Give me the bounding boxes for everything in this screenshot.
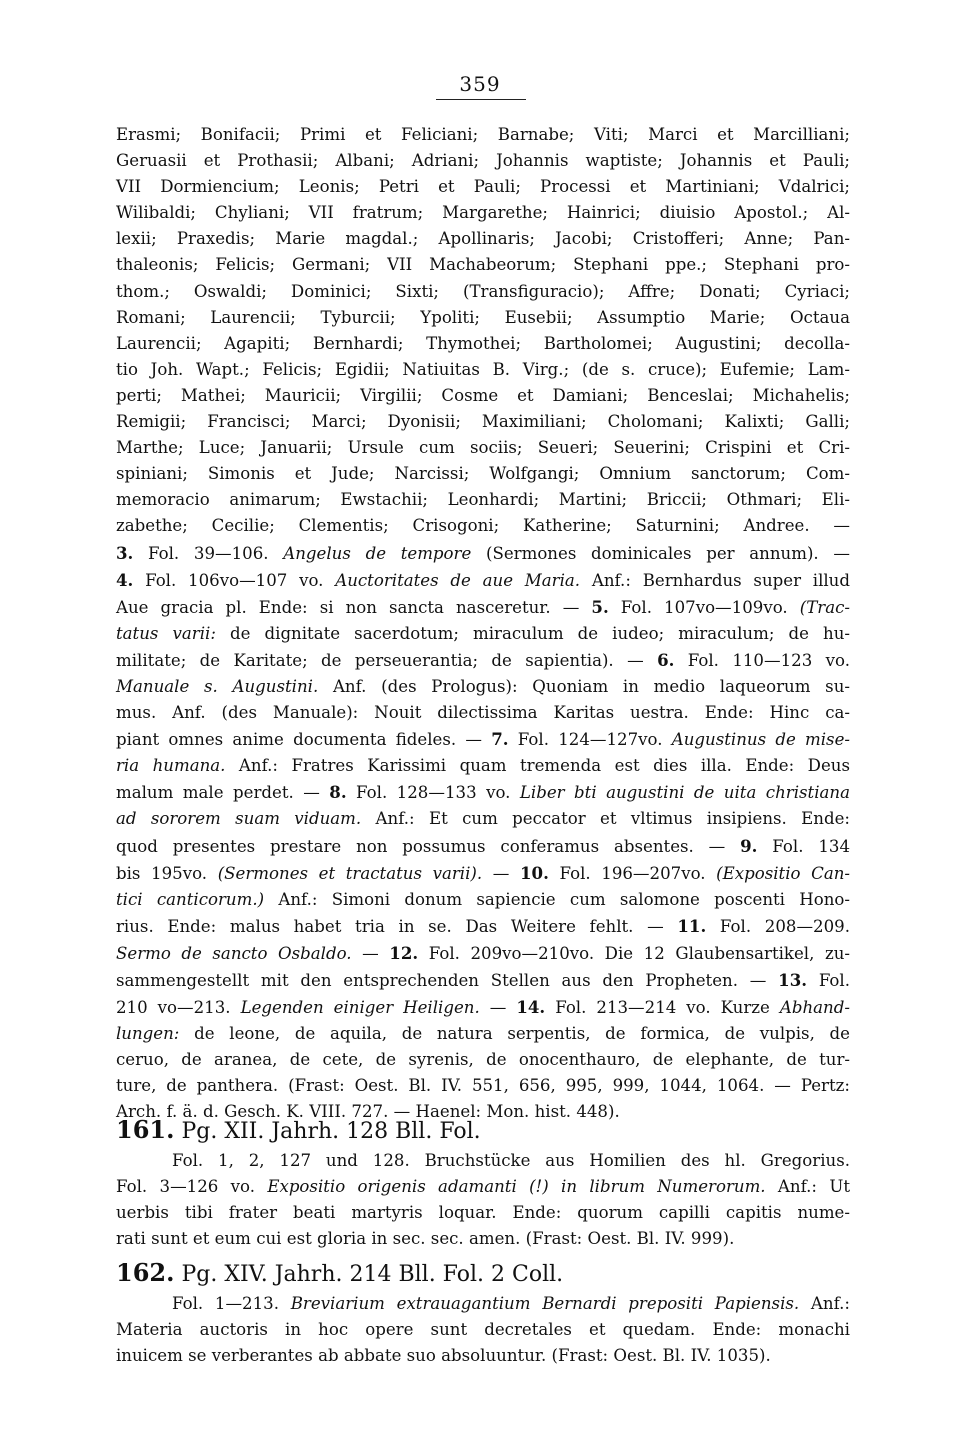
text-run: Fol. 107vo—109vo. — [608, 597, 800, 617]
text-run: malum male perdet. — — [116, 783, 330, 803]
text-line — [116, 647, 850, 674]
item-number: 8. — [329, 782, 347, 803]
text-line — [116, 779, 850, 806]
text-line: memoracio animarum; Ewstachii; Leonhardi; Martini; Briccii; Othmari; Eli- — [116, 490, 850, 510]
text-line — [116, 1174, 850, 1200]
text-line: Remigii; Francisci; Marci; Dyonisii; Maximiliani; Cholomani; Kalixti; Galli; — [116, 412, 850, 432]
item-number: 5. — [591, 596, 609, 617]
text-line: Romani; Laurencii; Tyburcii; Ypoliti; Eusebii; Assumptio Marie; Octaua — [116, 307, 850, 327]
item-title: ad sororem suam viduam. — [116, 809, 362, 829]
text-line: VII Dormiencium; Leonis; Petri et Pauli; Processi et Martiniani; Vdalrici; — [116, 177, 850, 197]
text-line — [116, 753, 850, 779]
item-title: Auctoritates de aue Maria. — [335, 570, 581, 590]
text-line: spiniani; Simonis et Jude; Narcissi; Wolfgangi; Omnium sanctorum; Com- — [116, 464, 850, 484]
text-run: de dignitate sacerdotum; miraculum de iudeo; miraculum; de hu- — [215, 623, 850, 643]
item-title: Liber bti augustini de uita christiana — [519, 783, 850, 803]
entry-162-heading — [116, 1259, 850, 1289]
text-line — [116, 1021, 850, 1047]
continuation-text — [116, 122, 850, 1126]
item-title: Abhand- — [779, 998, 850, 1018]
text-run: Fol. 209vo—210vo. Die 12 Glaubensartikel, zu- — [418, 943, 850, 963]
text-run: Arch. f. ä. d. Gesch. K. VIII. 727. — Haenel: Mon. hist. 448). — [116, 1102, 620, 1122]
item-title: tici canticorum.) — [116, 889, 265, 909]
text-run: bis 195vo. — [116, 863, 218, 883]
text-run: quod presentes prestare non possumus conferamus absentes. — — [116, 836, 741, 856]
entry-162-body — [116, 1291, 850, 1369]
text-run: Fol. 39—106. — [133, 543, 284, 563]
text-run: Fol. 124—127vo. — [508, 730, 672, 750]
text-run: — — [351, 943, 390, 963]
entry-161-body — [116, 1148, 850, 1252]
text-run: Fol. 208—209. — [706, 916, 850, 936]
text-run: Fol. 213—214 vo. Kurze — [545, 998, 780, 1018]
text-run: piant omnes anime documenta fideles. — — [116, 730, 492, 750]
item-title: Expositio origenis adamanti (!) in librum Numerorum. — [267, 1177, 766, 1197]
text-run: ture, de panthera. (Frast: Oest. Bl. IV. 551, 656, 995, 999, 1044, 1064. — Pertz: — [116, 1076, 850, 1096]
text-line: tio Joh. Wapt.; Felicis; Egidii; Natiuitas B. Virg.; (de s. cruce); Eufemie; Lam- — [116, 359, 850, 379]
text-run: Aue gracia pl. Ende: si non sancta nasceretur. — — [116, 597, 592, 617]
text-line — [116, 806, 850, 832]
text-line: Marthe; Luce; Januarii; Ursule cum sociis; Seueri; Seuerini; Crispini et Cri- — [116, 438, 850, 458]
text-line: zabethe; Cecilie; Clementis; Crisogoni; Katherine; Saturnini; Andree. — — [116, 516, 850, 536]
text-line — [116, 674, 850, 700]
text-run: ceruo, de aranea, de cete, de syrenis, de onocenthauro, de elephante, de tur- — [116, 1050, 850, 1070]
text-line: thom.; Oswaldi; Dominici; Sixti; (Transfiguracio); Affre; Donati; Cyriaci; — [116, 281, 850, 301]
item-number: 3. — [116, 542, 134, 563]
text-line — [116, 700, 850, 726]
page-number-rule — [436, 99, 526, 100]
text-run: Fol. 1—213. — [172, 1294, 291, 1313]
text-line — [116, 967, 850, 994]
item-number: 7. — [491, 729, 509, 750]
text-run: Fol. 106vo—107 vo. — [133, 570, 336, 590]
text-run: 210 vo—213. — [116, 998, 241, 1018]
entry-161-heading — [116, 1116, 850, 1146]
text-run: (Sermones dominicales per annum). — — [471, 543, 850, 563]
text-line: Fol. 1, 2, 127 und 128. Bruchstücke aus Homilien des hl. Gregorius. — [172, 1151, 850, 1170]
text-line — [116, 860, 850, 887]
text-run: — — [479, 998, 517, 1018]
text-line: uerbis tibi frater beati martyris loquar. Ende: quorum capilli capitis nume- — [116, 1203, 850, 1223]
text-line: rati sunt et eum cui est gloria in sec. sec. amen. (Frast: Oest. Bl. IV. 999). — [116, 1229, 735, 1249]
text-run: Anf.: — [799, 1294, 850, 1313]
item-title: lungen: — [116, 1024, 180, 1044]
text-run: Fol. 128—133 vo. — [346, 783, 520, 803]
text-line: Materia auctoris in hoc opere sunt decretales et quedam. Ende: monachi — [116, 1320, 850, 1340]
text-line: inuicem se verberantes ab abbate suo absoluuntur. (Frast: Oest. Bl. IV. 1035). — [116, 1346, 771, 1366]
text-line: Geruasii et Prothasii; Albani; Adriani; Johannis waptiste; Johannis et Pauli; — [116, 151, 850, 171]
text-run: Anf.: Ut — [765, 1177, 850, 1197]
text-run: Anf.: Fratres Karissimi quam tremenda est dies illa. Ende: Deus — [225, 756, 850, 776]
text-line — [116, 567, 850, 594]
text-run: Anf.: Bernhardus super illud — [580, 570, 850, 590]
item-title: (Trac- — [799, 597, 851, 617]
text-line — [116, 994, 850, 1021]
text-line — [116, 540, 850, 567]
text-line — [116, 1047, 850, 1073]
item-number: 10. — [519, 862, 549, 883]
text-line — [116, 726, 850, 753]
text-run: Anf.: Et cum peccator et vltimus insipiens. Ende: — [361, 809, 850, 829]
entry-description: Pg. XIV. Jahrh. 214 Bll. Fol. 2 Coll. — [174, 1262, 564, 1287]
text-line — [116, 913, 850, 940]
text-line — [116, 887, 850, 913]
text-run: — — [482, 863, 520, 883]
text-line — [116, 1073, 850, 1099]
item-title: Legenden einiger Heiligen. — [240, 998, 480, 1018]
text-run: Fol. 196—207vo. — [548, 863, 717, 883]
item-number: 11. — [677, 915, 707, 936]
text-line — [116, 594, 850, 621]
item-title: Breviarium extrauagantium Bernardi prepositi Papiensis. — [290, 1294, 800, 1313]
text-run: sammengestellt mit den entsprechenden Stellen aus den Propheten. — — [116, 971, 779, 990]
entry-number: 162. — [116, 1258, 175, 1287]
text-line — [116, 621, 850, 647]
page-number: 359 — [459, 72, 501, 96]
text-run: de leone, de aquila, de natura serpentis, de formica, de vulpis, de — [179, 1024, 850, 1044]
text-run: Anf.: Simoni donum sapiencie cum salomone poscenti Hono- — [264, 889, 851, 909]
text-run: Fol. — [807, 971, 851, 990]
text-run: mus. Anf. (des Manuale): Nouit dilectissima Karitas uestra. Ende: Hinc ca- — [116, 703, 850, 723]
text-run: Anf. (des Prologus): Quoniam in medio laqueorum su- — [318, 676, 850, 696]
text-line — [116, 833, 850, 860]
text-line — [116, 940, 850, 967]
item-title: Manuale s. Augustini. — [116, 676, 319, 696]
text-run: Fol. 134 — [757, 836, 850, 856]
item-title: Sermo de sancto Osbaldo. — [116, 943, 352, 963]
text-line: Erasmi; Bonifacii; Primi et Feliciani; Barnabe; Viti; Marci et Marcilliani; — [116, 125, 850, 144]
item-title: (Sermones et tractatus varii). — [217, 863, 483, 883]
item-title: Augustinus de mise- — [671, 730, 850, 750]
item-number: 14. — [516, 997, 546, 1018]
item-title: Angelus de tempore — [283, 543, 472, 563]
text-line: thaleonis; Felicis; Germani; VII Machabeorum; Stephani ppe.; Stephani pro- — [116, 255, 850, 275]
item-number: 9. — [740, 835, 758, 856]
item-title: (Expositio Can- — [716, 863, 851, 883]
text-line: perti; Mathei; Mauricii; Virgilii; Cosme et Damiani; Benceslai; Michahelis; — [116, 385, 850, 405]
item-title: tatus varii: — [116, 623, 216, 643]
text-run: militate; de Karitate; de perseuerantia; de sapientia). — — [116, 650, 658, 670]
item-title: ria humana. — [116, 756, 226, 776]
item-number: 6. — [657, 649, 675, 670]
text-run: rius. Ende: malus habet tria in se. Das Weitere fehlt. — — [116, 916, 678, 936]
entry-number: 161. — [116, 1115, 175, 1144]
entry-description: Pg. XII. Jahrh. 128 Bll. Fol. — [174, 1119, 481, 1144]
text-run: Fol. 3—126 vo. — [116, 1177, 268, 1197]
text-run: Fol. 110—123 vo. — [674, 650, 850, 670]
text-line: Laurencii; Agapiti; Bernhardi; Thymothei; Bartholomei; Augustini; decolla- — [116, 333, 850, 353]
item-number: 4. — [116, 569, 134, 590]
item-number: 13. — [778, 970, 808, 990]
text-line: Wilibaldi; Chyliani; VII fratrum; Margarethe; Hainrici; diuisio Apostol.; Al- — [116, 203, 850, 223]
text-line — [116, 1291, 850, 1317]
text-line: lexii; Praxedis; Marie magdal.; Apollinaris; Jacobi; Cristofferi; Anne; Pan- — [116, 229, 850, 249]
item-number: 12. — [389, 942, 419, 963]
